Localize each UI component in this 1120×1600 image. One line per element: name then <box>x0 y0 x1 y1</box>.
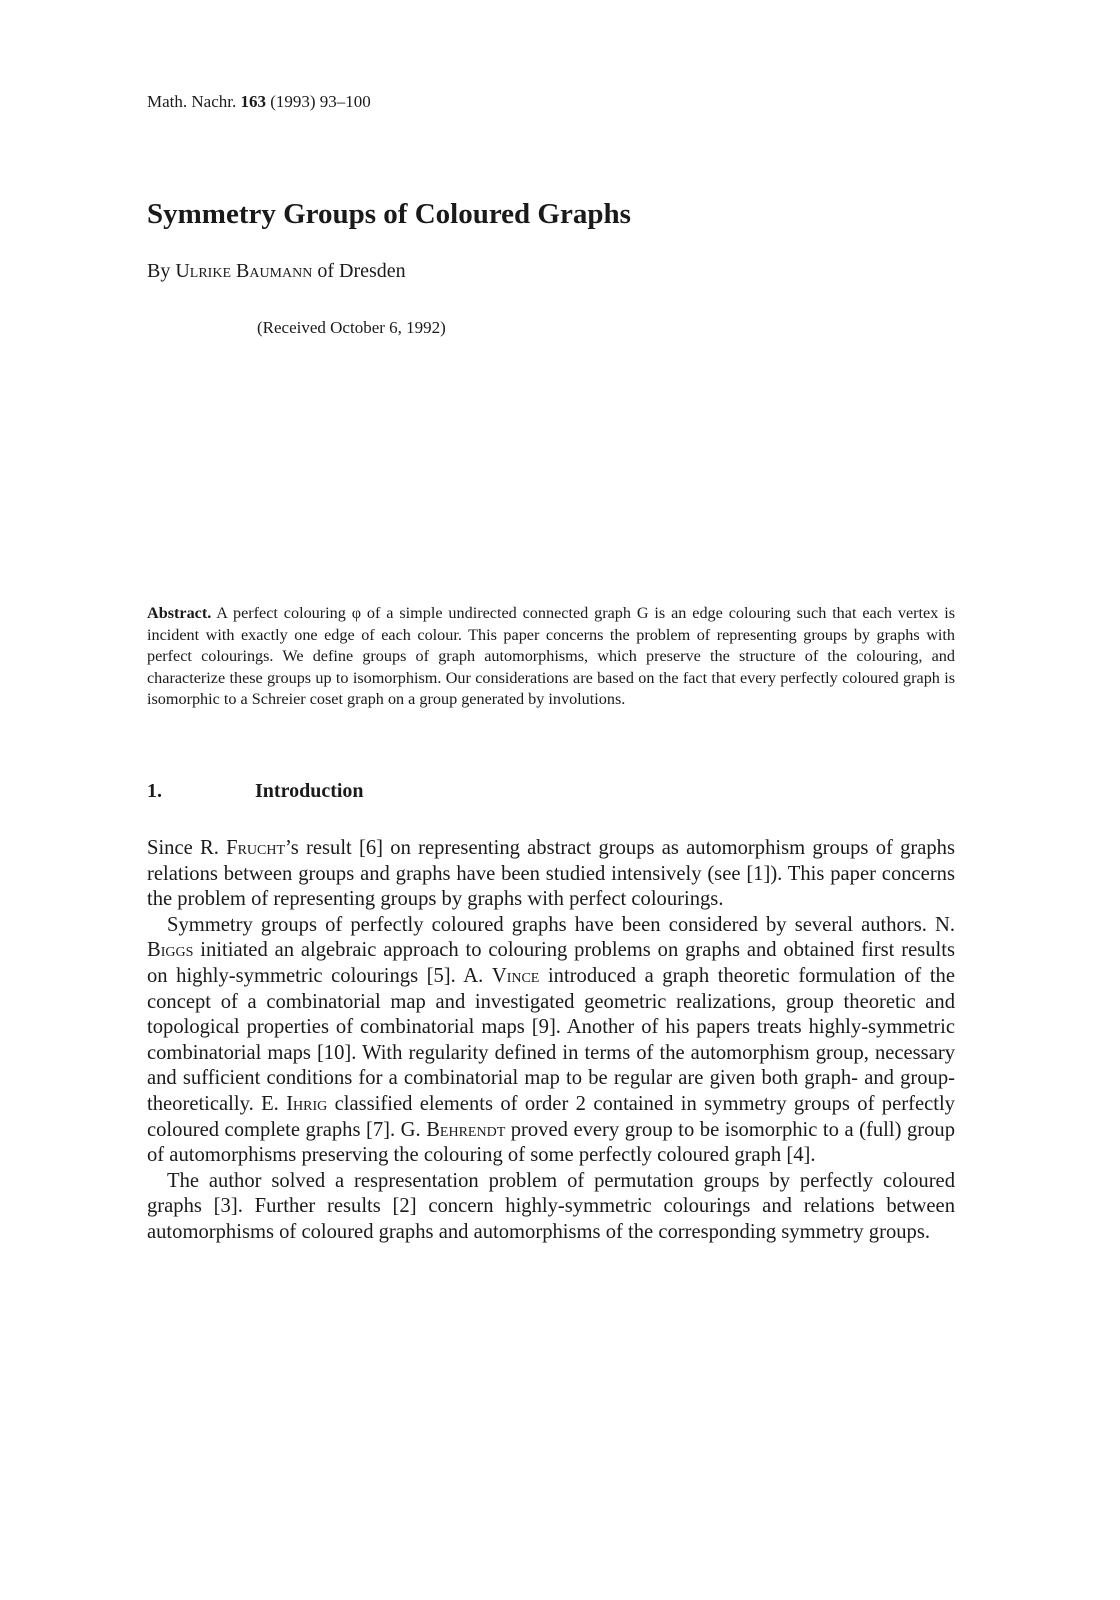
section-body <box>147 836 955 1246</box>
abstract-text: A perfect colouring φ of a simple undirected connected graph G is an edge colouring such that each vertex is incident with exactly one edge of each colour. This paper concerns the problem of representing groups by graphs with perfect colourings. We define groups of graph automorphisms, which preserve the structure of the colouring, and characterize these groups up to isomorphism. Our considerations are based on the fact that every perfectly coloured graph is isomorphic to a Schreier coset graph on a group generated by involutions. <box>147 604 956 708</box>
author-byline <box>147 260 406 283</box>
abstract-label: Abstract. <box>147 604 212 622</box>
cited-author: Behrendt <box>426 1118 506 1141</box>
byline-by: By <box>147 260 171 282</box>
journal-name: Math. Nachr. <box>147 92 237 111</box>
section-title: Introduction <box>255 780 364 802</box>
cited-author: Vince <box>491 964 540 987</box>
author-name: Ulrike Baumann <box>175 260 313 282</box>
section-number: 1. <box>147 780 162 802</box>
journal-volume: 163 <box>240 92 266 111</box>
text-run: introduced a graph theoretic formulation of the concept of a combinatorial map and investigated geometric realizations, group theoretic and topological properties of combinatorial maps [9]. Another of his papers treats highly-symmetric combinatorial maps [10]. With regularity defined in terms of the automorphism group, necessary and sufficient conditions for a combinatorial map to be regular are given both graph- and group-theoretically. E. <box>147 964 955 1115</box>
abstract <box>147 603 955 711</box>
cited-author: Frucht <box>226 837 286 859</box>
paper-title: Symmetry Groups of Coloured Graphs <box>147 198 631 230</box>
paragraph-1 <box>147 836 955 913</box>
cited-author: Biggs <box>147 939 194 962</box>
received-date: (Received October 6, 1992) <box>257 318 446 337</box>
cited-author: Ihrig <box>286 1092 328 1115</box>
text-run: initiated an algebraic approach to colouring problems on graphs and obtained first results on highly-symmetric colourings [5]. A. <box>147 939 955 987</box>
text-run: Since R. <box>147 837 227 859</box>
paragraph-3: The author solved a respresentation problem of permutation groups by perfectly coloured graphs [3]. Further results [2] concern highly-symmetric colourings and relations between automorphisms of coloured graphs and automorphisms of the corresponding symmetry groups. <box>147 1169 955 1243</box>
text-run: Symmetry groups of perfectly coloured graphs have been considered by several authors. N. <box>167 913 955 936</box>
text-run: proved every group to be isomorphic to a (full) group of automorphisms preserving the colouring of some perfectly coloured graph [4]. <box>147 1118 955 1167</box>
paragraph-2 <box>147 913 955 1169</box>
journal-reference <box>147 92 371 112</box>
text-run: classified elements of order 2 contained in symmetry groups of perfectly coloured complete graphs [7]. G. <box>147 1092 955 1141</box>
section-heading <box>147 780 364 803</box>
text-run: ’s result [6] on representing abstract groups as automorphism groups of graphs relations between groups and graphs have been studied intensively (see [1]). This paper concerns the problem of representing groups by graphs with perfect colourings. <box>147 837 955 911</box>
author-affiliation: of Dresden <box>317 260 406 282</box>
journal-year-pages: (1993) 93–100 <box>270 92 371 111</box>
